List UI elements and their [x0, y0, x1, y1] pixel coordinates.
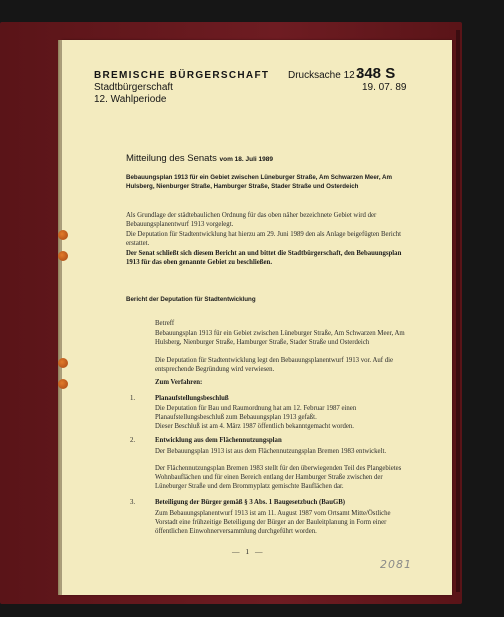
- section-1-heading: Planaufstellungsbeschluß: [155, 395, 229, 402]
- section-2-paragraph-1: Der Bebauungsplan 1913 ist aus dem Flächennutzungsplan Bremen 1983 entwickelt.: [155, 448, 387, 455]
- procedure-heading: Zum Verfahren:: [155, 379, 203, 386]
- section-1-paragraph-1: Die Deputation für Bau und Raumordnung hat am 12. Februar 1987 einen Planaufstellungsbeschluß zum Bebauungsplan 1913 gefaßt.: [155, 405, 357, 421]
- betreff-label: Betreff: [155, 320, 175, 327]
- report-title: Bericht der Deputation für Stadtentwicklung: [126, 296, 256, 303]
- org-body: Stadtbürgerschaft: [94, 82, 173, 93]
- section-2-number: 2.: [130, 437, 136, 444]
- intro-paragraph-2: Die Deputation für Stadtentwicklung hat hierzu am 29. Juni 1989 den als Anlage beigefügten Bericht erstattet.: [126, 231, 402, 247]
- punch-hole-1: [58, 230, 68, 240]
- intro-paragraph-1: Als Grundlage der städtebaulichen Ordnung für das oben näher bezeichnete Gebiet wird der Bebauungsplanentwurf 1913 vorgelegt.: [126, 212, 377, 228]
- legislative-period: 12. Wahlperiode: [94, 94, 167, 105]
- section-3-heading: Beteiligung der Bürger gemäß § 3 Abs. 1 Baugesetzbuch (BauGB): [155, 499, 346, 506]
- binder-edge: [456, 30, 460, 592]
- pencil-annotation: 2081: [380, 558, 412, 571]
- title-main: Mitteilung des Senats: [126, 153, 217, 164]
- section-3-paragraph-1: Zum Bebauungsplanentwurf 1913 ist am 11. August 1987 vom Ortsamt Mitte/Östliche Vorstadt eine frühzeitige Beteiligung der Bürger an der Bauleitplanung in Form einer öffentlichen Einwohnerversammlung durchgeführt worden.: [155, 510, 391, 535]
- punch-hole-4: [58, 379, 68, 389]
- subject-text: Bebauungsplan 1913 für ein Gebiet zwischen Lüneburger Straße, Am Schwarzen Meer, Am Hulsberg, Nienburger Straße, Hamburger Straße, Stader Straße und Osterdeich: [126, 174, 393, 190]
- document-number: 348 S: [356, 65, 396, 82]
- title-date: vom 18. Juli 1989: [219, 156, 273, 163]
- betreff-text: Bebauungsplan 1913 für ein Gebiet zwischen Lüneburger Straße, Am Schwarzen Meer, Am Hulsberg, Nienburger Straße, Hamburger Straße, Stader Straße und Osterdeich: [155, 330, 405, 346]
- document-label: Drucksache 12 /: [288, 70, 361, 81]
- section-3-number: 3.: [130, 499, 136, 506]
- document-page: [62, 40, 452, 595]
- punch-hole-3: [58, 358, 68, 368]
- document-date: 19. 07. 89: [362, 82, 407, 93]
- intro-paragraph-3: Der Senat schließt sich diesem Bericht an und bittet die Stadtbürgerschaft, den Bebauungsplan 1913 für das oben genannte Gebiet zu beschließen.: [126, 250, 402, 266]
- org-name: BREMISCHE BÜRGERSCHAFT: [94, 70, 270, 81]
- section-2-paragraph-2: Der Flächennutzungsplan Bremen 1983 stellt für den überwiegenden Teil des Plangebietes Wohnbauflächen und für einen Bereich entlang der Hamburger Straße zwischen der Lüneburger Straße und dem Brommyplatz gemischte Bauflächen dar.: [155, 465, 402, 490]
- page-title: [126, 153, 273, 164]
- punch-hole-2: [58, 251, 68, 261]
- page-number: — 1 —: [232, 547, 265, 556]
- section-2-heading: Entwicklung aus dem Flächennutzungsplan: [155, 437, 282, 444]
- section-1-paragraph-2: Dieser Beschluß ist am 4. März 1987 öffentlich bekanntgemacht worden.: [155, 423, 355, 430]
- section-1-number: 1.: [130, 395, 136, 402]
- report-presentation: Die Deputation für Stadtentwicklung legt den Bebauungsplanentwurf 1913 vor. Auf die entsprechende Begründung wird verwiesen.: [155, 357, 394, 373]
